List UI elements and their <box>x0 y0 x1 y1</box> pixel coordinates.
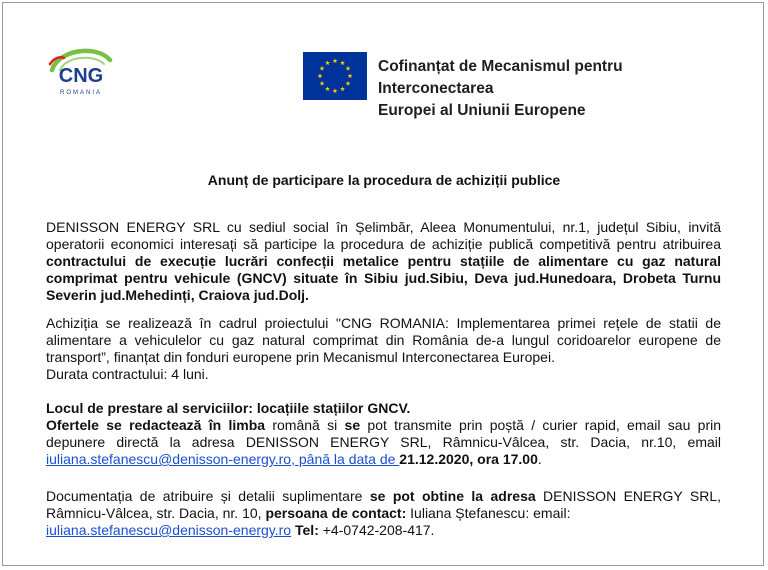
offers-text-2: pot transmite prin poștă / curier rapid, email sau prin depunere directă la adresa DENISSON ENERGY SRL, Râmnicu-Vâlcea, str. Dacia, nr.10, email <box>46 417 722 450</box>
eu-flag-icon <box>303 52 367 100</box>
offers-end: . <box>537 451 542 467</box>
docs-text-1: Documentația de atribuire și detalii suplimentare <box>46 488 370 504</box>
docs-text-2: DENISSON ENERGY SRL, Râmnicu-Vâlcea, str. Dacia, nr. 10, <box>46 488 721 521</box>
offers-text-1: română si <box>265 417 345 433</box>
cofinanced-line-1: Cofinanțat de Mecanismul pentru Interconectarea <box>378 58 623 97</box>
service-location: Locul de prestare al serviciilor: locațiile stațiilor GNCV. <box>46 400 411 416</box>
offers-language-label: Ofertele se redactează în limba <box>46 417 266 433</box>
paragraph-documentation <box>46 488 721 539</box>
announcement-title: Anunț de participare la procedura de achiziții publice <box>207 172 561 188</box>
cng-logo-text: CNG <box>58 65 104 87</box>
cofinanced-line-2: Europei al Uniunii Europene <box>378 102 586 119</box>
invitation-text: DENISSON ENERGY SRL cu sediul social în Șelimbăr, Aleea Monumentului, nr.1, județul Sibiu, invită operatorii economici interesați să participe la procedura de achiziție publică competitivă pentru atribuirea <box>46 219 721 252</box>
paragraph-offers <box>46 400 721 468</box>
cng-romania-logo <box>44 46 118 106</box>
cofinanced-by-eu-caption <box>378 56 738 122</box>
offers-se: se <box>344 417 361 433</box>
contact-person-label: persoana de contact: <box>265 505 407 521</box>
docs-bold-1: se pot obtine la adresa <box>369 488 536 504</box>
contact-email-link[interactable]: iuliana.stefanescu@denisson-energy.ro <box>46 522 292 538</box>
tel-number: +4-0742-208-417. <box>318 522 435 538</box>
contract-duration: Durata contractului: 4 luni. <box>46 366 209 382</box>
cng-logo-subtext: ROMANIA <box>59 90 102 96</box>
paragraph-invitation <box>46 219 721 304</box>
offers-deadline: 21.12.2020, ora 17.00 <box>399 451 538 467</box>
docs-text-3: Iuliana Ștefanescu: email: <box>406 505 571 521</box>
project-text: Achiziția se realizează în cadrul proiectului "CNG ROMANIA: Implementarea primei rețele de statii de alimentare a vehiculelor cu gaz natural comprimat din România de-a lungul coridoarelor europene de transport”, finanțat din fonduri europene prin Mecanismul Interconectarea Europei. <box>46 315 721 365</box>
tel-label: Tel: <box>291 522 319 538</box>
paragraph-project <box>46 315 721 383</box>
offers-email-link[interactable]: iuliana.stefanescu@denisson-energy.ro, până la data de <box>46 451 400 467</box>
contract-object: contractului de execuție lucrări confecții metalice pentru stațiile de alimentare cu gaz natural comprimat pentru vehicule (GNCV) situate în Sibiu jud.Sibiu, Deva jud.Hunedoara, Drobeta Turnu Severin jud.Mehedinți, Craiova jud.Dolj. <box>46 253 721 303</box>
